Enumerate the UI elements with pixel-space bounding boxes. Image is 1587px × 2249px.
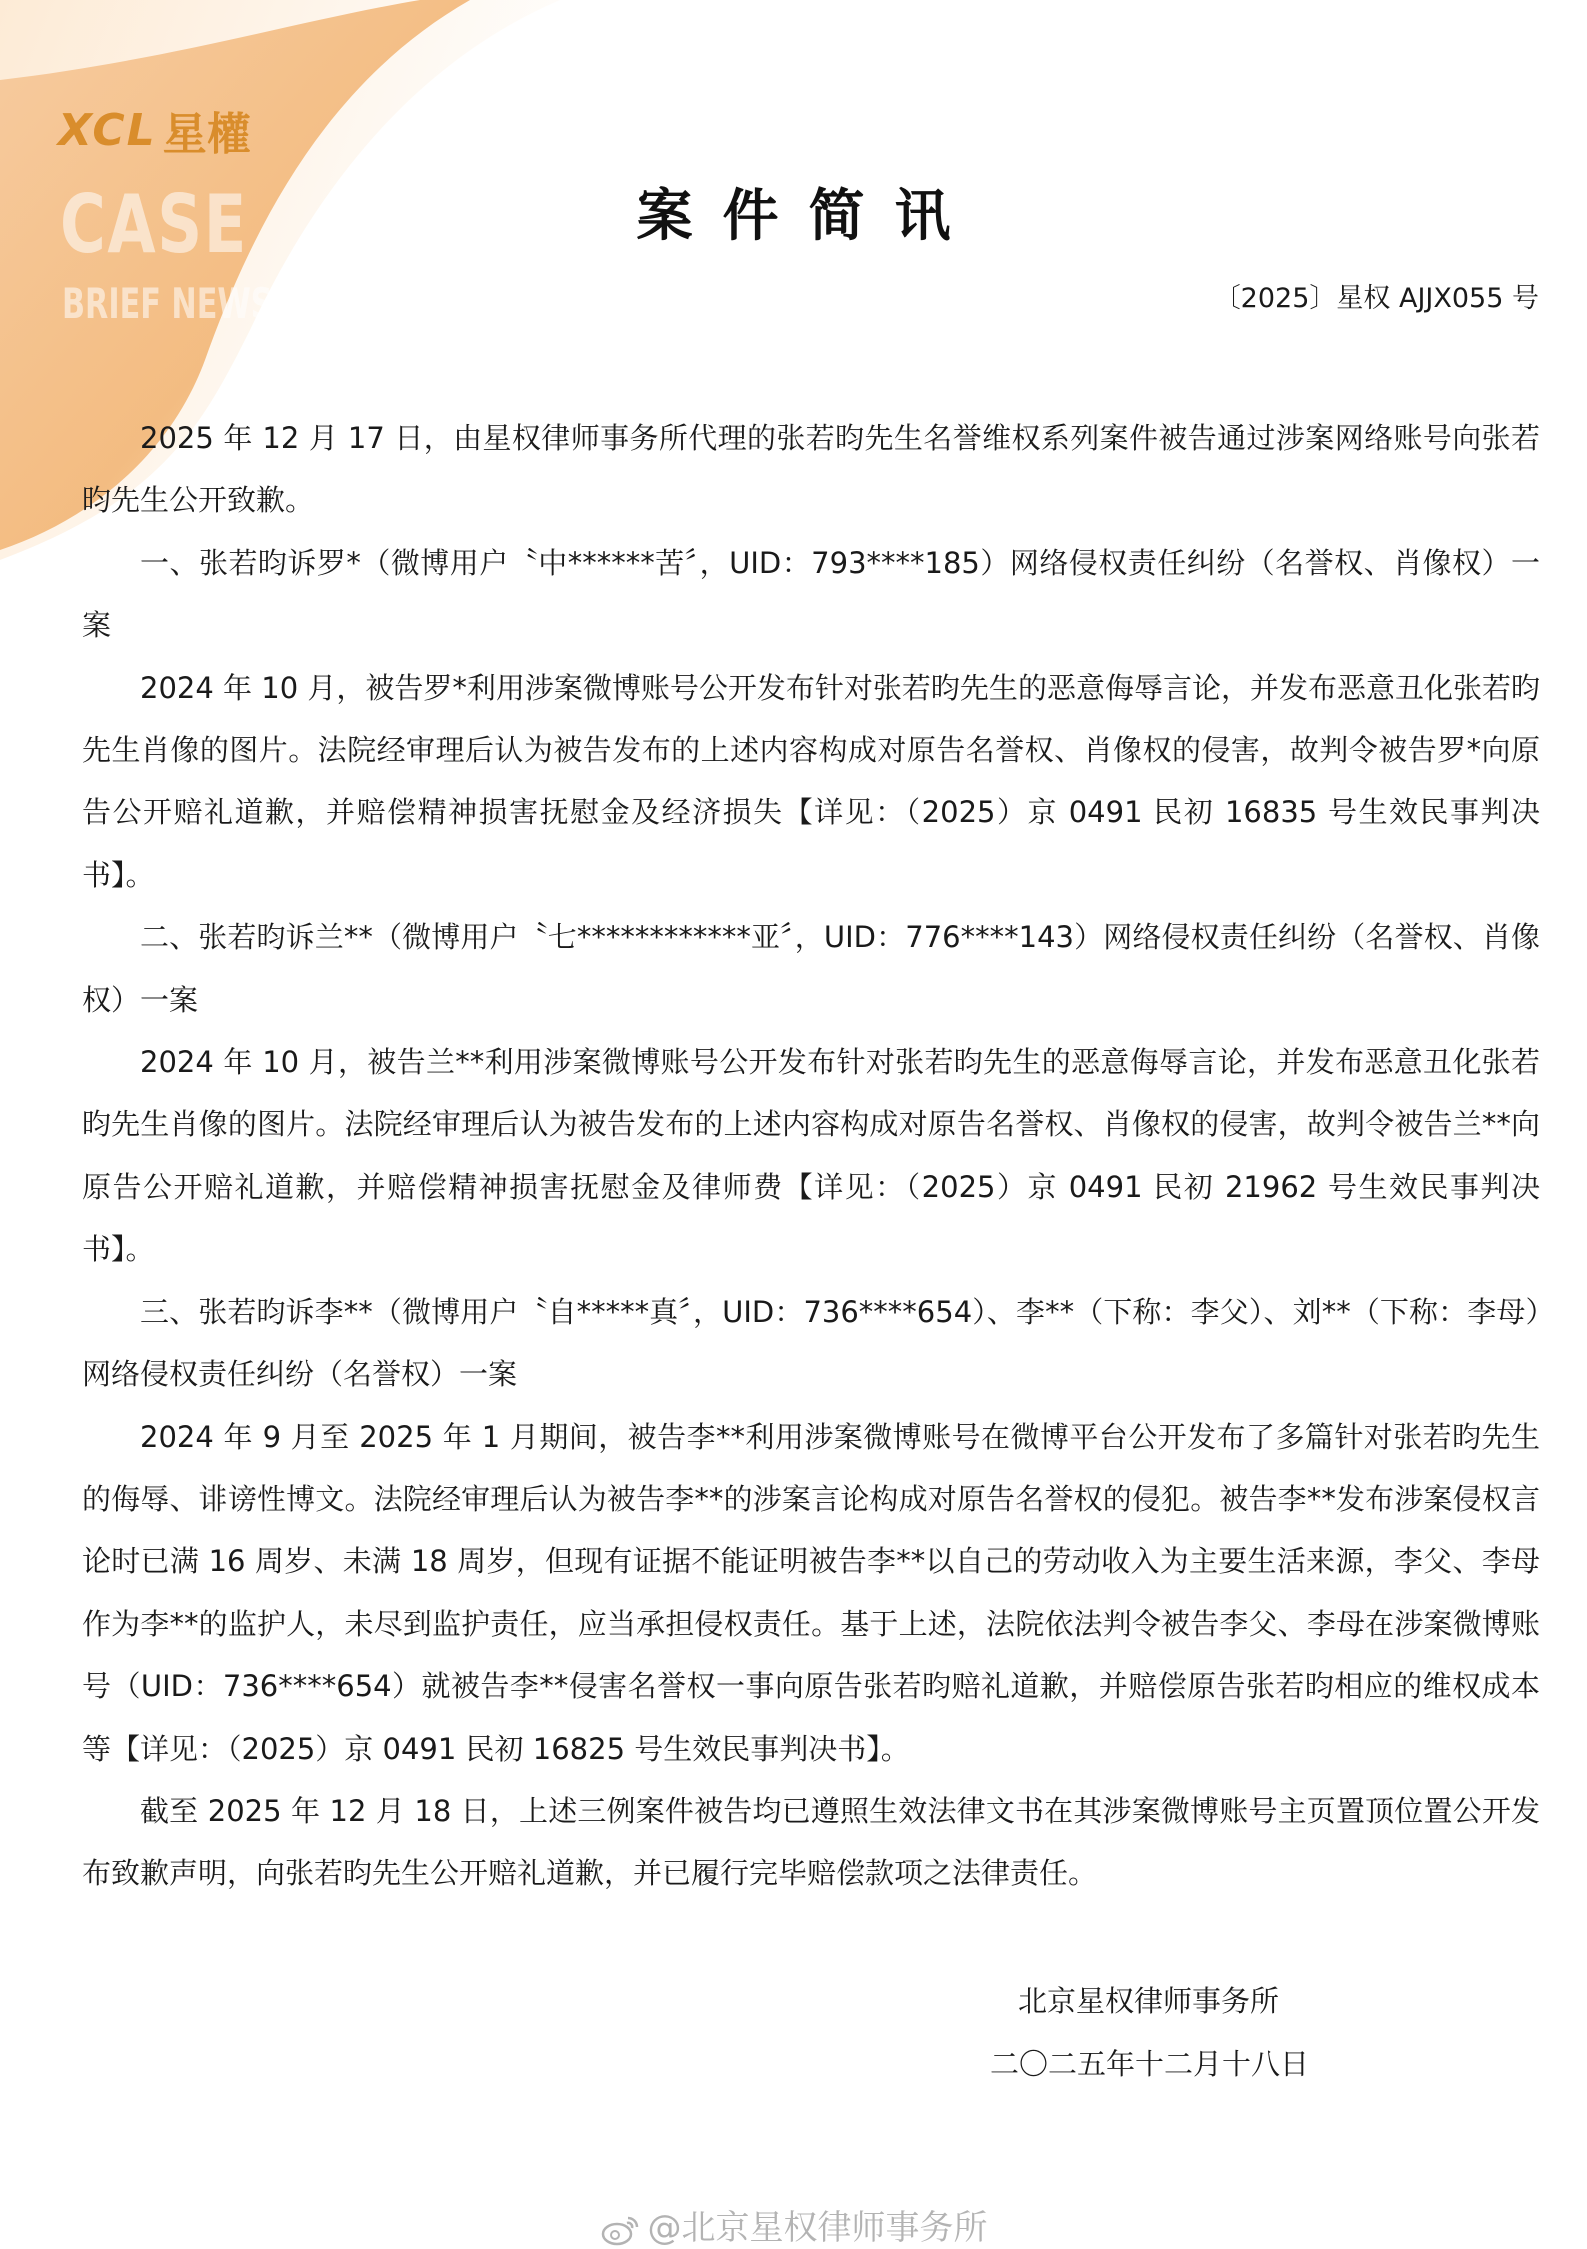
signature-date: 二〇二五年十二月十八日 [990,2047,1310,2081]
weibo-watermark [0,2200,1587,2249]
case-3-heading: 三、张若昀诉李**（微博用户〝自*****真〞，UID：736****654）、李**（下称：李父）、刘**（下称：李母）网络侵权责任纠纷（名誉权）一案 [82,1294,1540,1392]
case-2-heading: 二、张若昀诉兰**（微博用户〝七************亚〞，UID：776****143）网络侵权责任纠纷（名誉权、肖像权）一案 [82,920,1540,1017]
logo [58,98,251,162]
watermark-text: @北京星权律师事务所 [647,2208,988,2248]
case-1-paragraph: 2024 年 10 月，被告罗*利用涉案微博账号公开发布针对张若昀先生的恶意侮辱言论，并发布恶意丑化张若昀先生肖像的图片。法院经审理后认为被告发布的上述内容构成对原告名誉权、肖像权的侵害，故判令被告罗*向原告公开赔礼道歉，并赔偿精神损害抚慰金及经济损失【详见：（2025）京 0491 民初 16835 号生效民事判决书】。 [82,670,1540,892]
logo-name: 星權 [162,109,251,160]
logo-mark: XCL [58,104,157,156]
case-1-heading: 一、张若昀诉罗*（微博用户〝中******苦〞，UID：793****185）网络侵权责任纠纷（名誉权、肖像权）一案 [82,545,1540,643]
case-decorative-text: CASE [60,178,248,271]
signature-org: 北京星权律师事务所 [1018,1984,1280,2018]
conclusion-paragraph: 截至 2025 年 12 月 18 日，上述三例案件被告均已遵照生效法律文书在其涉案微博账号主页置顶位置公开发布致歉声明，向张若昀先生公开赔礼道歉，并已履行完毕赔偿款项之法律责任。 [82,1793,1540,1891]
intro-paragraph: 2025 年 12 月 17 日，由星权律师事务所代理的张若昀先生名誉维权系列案件被告通过涉案网络账号向张若昀先生公开致歉。 [82,421,1540,518]
weibo-icon [600,2214,640,2246]
brief-news-decorative-text: BRIEF NEWS [62,279,273,328]
case-2-paragraph: 2024 年 10 月，被告兰**利用涉案微博账号公开发布针对张若昀先生的恶意侮辱言论，并发布恶意丑化张若昀先生肖像的图片。法院经审理后认为被告发布的上述内容构成对原告名誉权、肖像权的侵害，故判令被告兰**向原告公开赔礼道歉，并赔偿精神损害抚慰金及律师费【详见：（2025）京 0491 民初 21962 号生效民事判决书】。 [82,1045,1540,1267]
case-3-paragraph: 2024 年 9 月至 2025 年 1 月期间，被告李**利用涉案微博账号在微博平台公开发布了多篇针对张若昀先生的侮辱、诽谤性博文。法院经审理后认为被告李**的涉案言论构成对原告名誉权的侵犯。被告李**发布涉案侵权言论时已满 16 周岁、未满 18 周岁，但现有证据不能证明被告李**以自己的劳动收入为主要生活来源，李父、李母作为李**的监护人，未尽到监护责任，应当承担侵权责任。基于上述，法院依法判令被告李父、李母在涉案微博账号（UID：736****654）就被告李**侵害名誉权一事向原告张若昀赔礼道歉，并赔偿原告张若昀相应的维权成本等【详见：（2025）京 0491 民初 16825 号生效民事判决书】。 [82,1419,1540,1766]
document-number: 〔2025〕星权 AJJX055 号 [1213,283,1539,314]
page-title: 案件简讯 [636,184,981,249]
document-body [82,407,1540,1905]
